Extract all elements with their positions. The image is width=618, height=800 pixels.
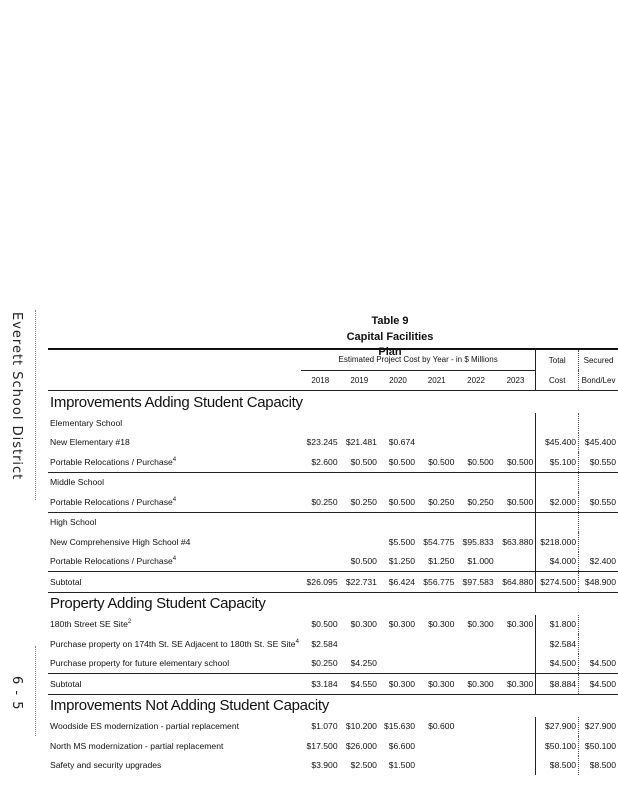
total-cost-cell	[536, 512, 579, 532]
secured-cell: $45.400	[584, 437, 616, 448]
year-value-cell	[496, 634, 536, 654]
secured-cell	[579, 634, 618, 654]
year-value-cell	[301, 472, 340, 492]
year-value-cell	[417, 654, 456, 674]
year-value-cell: $10.200	[345, 721, 377, 732]
table-row	[48, 472, 618, 492]
year-value-cell: $0.300	[456, 674, 495, 695]
year-value-cell: $4.550	[340, 674, 379, 695]
row-label-text: Portable Relocations / Purchase	[50, 456, 173, 467]
year-cell: 2019	[350, 375, 369, 385]
total-cost-cell: $1.800	[536, 615, 579, 635]
row-label	[48, 674, 301, 695]
year-value-cell	[496, 736, 536, 756]
total-cost-cell: $45.400	[536, 433, 579, 453]
year-value-cell: $0.600	[428, 721, 455, 732]
year-value-cell	[301, 413, 340, 433]
year-cell: 2022	[467, 375, 485, 385]
table-row	[48, 413, 618, 433]
year-value-cell: $0.500	[379, 452, 417, 472]
row-label	[48, 756, 301, 776]
row-label-text: New Comprehensive High School #4	[50, 536, 191, 547]
year-value-cell	[301, 532, 340, 552]
row-label-text: North MS modernization - partial replacement	[50, 740, 224, 751]
year-value-cell	[417, 433, 456, 453]
table-row	[48, 736, 618, 756]
secured-cell: $8.500	[589, 760, 616, 771]
table-row	[48, 634, 618, 654]
row-label-text: Portable Relocations / Purchase	[50, 556, 173, 567]
year-value-cell: $5.500	[388, 536, 416, 547]
total-cost-cell: $4.000	[536, 552, 579, 572]
row-label	[48, 532, 301, 552]
row-label	[48, 472, 301, 492]
year-value-cell: $0.250	[301, 492, 340, 512]
row-label-text: Middle School	[50, 477, 104, 488]
year-value-cell: $0.300	[379, 674, 417, 695]
table-row	[48, 512, 618, 532]
table-row	[48, 492, 618, 512]
row-label	[48, 512, 301, 532]
year-value-cell: $1.000	[456, 552, 495, 572]
year-value-cell: $0.300	[428, 619, 455, 630]
row-label-text: Purchase property for future elementary school	[50, 658, 230, 669]
year-value-cell: $1.250	[379, 552, 417, 572]
year-value-cell	[417, 512, 456, 532]
year-value-cell	[456, 756, 495, 776]
year-value-cell: $54.775	[423, 536, 455, 547]
table-row	[48, 756, 618, 776]
year-value-cell	[417, 472, 456, 492]
secured-cell: $4.500	[579, 674, 618, 695]
year-value-cell	[496, 472, 536, 492]
row-label-text: Subtotal	[50, 678, 82, 689]
table-row	[48, 552, 618, 572]
section-header-row	[48, 694, 618, 717]
row-label-text: Safety and security upgrades	[50, 760, 162, 771]
year-value-cell: $6.600	[388, 740, 416, 751]
year-value-cell: $3.184	[301, 674, 340, 695]
row-label-text: Subtotal	[50, 576, 82, 587]
footnote-marker: 4	[172, 456, 177, 463]
year-value-cell	[456, 512, 495, 532]
secured-cell	[579, 615, 618, 635]
table-number: Table 9	[371, 315, 409, 327]
secured-cell: $0.550	[579, 492, 618, 512]
year-value-cell: $26.095	[301, 572, 340, 593]
year-value-cell	[340, 634, 379, 654]
secured-cell: $4.500	[579, 654, 618, 674]
year-value-cell	[340, 472, 379, 492]
year-value-cell: $0.500	[340, 452, 379, 472]
year-value-cell: $0.500	[496, 452, 536, 472]
year-cell: 2023	[506, 375, 525, 385]
total-cost-cell: $8.884	[536, 674, 579, 695]
year-value-cell	[379, 654, 417, 674]
year-value-cell: $2.500	[350, 760, 377, 771]
row-label	[48, 654, 301, 674]
total-cost-cell: $4.500	[536, 654, 579, 674]
year-value-cell	[379, 472, 417, 492]
year-value-cell: $6.424	[379, 572, 417, 593]
secured-header: Bond/Lev	[581, 375, 616, 385]
year-value-cell: $0.500	[417, 452, 456, 472]
year-value-cell: $0.300	[350, 619, 377, 630]
year-value-cell: $0.500	[496, 492, 536, 512]
year-value-cell: $95.833	[462, 536, 494, 547]
row-label	[48, 634, 301, 654]
row-label	[48, 413, 301, 433]
table-row	[48, 433, 618, 453]
total-cost-cell: $27.900	[536, 717, 579, 737]
year-value-cell: $0.300	[388, 619, 416, 630]
year-value-cell: $64.880	[496, 572, 536, 593]
table-row	[48, 654, 618, 674]
year-cell: 2018	[311, 375, 330, 385]
year-value-cell: $56.775	[417, 572, 456, 593]
footnote-marker: 4	[172, 496, 177, 503]
table-title: Capital Facilities Plan	[346, 331, 434, 358]
year-value-cell	[456, 472, 495, 492]
row-label-text: 180th Street SE Site	[50, 619, 128, 630]
header-row	[48, 349, 618, 370]
secured-cell: $2.400	[579, 552, 618, 572]
secured-cell: $27.900	[584, 721, 616, 732]
year-value-cell: $0.250	[301, 654, 340, 674]
total-cost-cell	[536, 413, 579, 433]
table-row	[48, 532, 618, 552]
year-cell: 2021	[427, 375, 446, 385]
year-value-cell	[496, 654, 536, 674]
footnote-marker: 4	[295, 638, 299, 645]
year-value-cell	[496, 552, 536, 572]
year-value-cell	[456, 433, 495, 453]
total-cost-cell: $274.500	[536, 572, 579, 593]
year-value-cell: $15.630	[383, 721, 416, 732]
year-value-cell	[417, 756, 456, 776]
year-value-cell: $0.500	[340, 552, 379, 572]
year-value-cell	[456, 413, 495, 433]
year-value-cell	[340, 532, 379, 552]
year-value-cell: $2.600	[301, 452, 340, 472]
year-value-cell: $21.481	[345, 437, 377, 448]
year-value-cell	[496, 756, 536, 776]
year-value-cell	[379, 512, 417, 532]
secured-cell: $48.900	[579, 572, 618, 593]
year-value-cell	[496, 717, 536, 737]
section-title: Improvements Not Adding Student Capacity	[48, 694, 618, 717]
total-cost-cell: $5.100	[536, 452, 579, 472]
year-value-cell: $0.300	[417, 674, 456, 695]
total-cost-cell: $8.500	[536, 756, 579, 776]
secured-cell	[579, 472, 618, 492]
secured-cell: $0.550	[579, 452, 618, 472]
row-label-text: High School	[50, 517, 97, 528]
total-header: Total	[536, 349, 579, 370]
sidebar-district-name: Everett School District	[9, 312, 24, 481]
footnote-marker: 2	[127, 619, 132, 626]
footnote-marker: 4	[172, 556, 177, 563]
row-label-text: Portable Relocations / Purchase	[50, 496, 173, 507]
total-cost-cell: $50.100	[536, 736, 579, 756]
year-value-cell: $2.584	[311, 638, 338, 649]
year-value-cell	[456, 736, 495, 756]
capital-facilities-table	[48, 348, 618, 775]
year-value-cell: $63.880	[502, 536, 534, 547]
year-value-cell	[496, 433, 536, 453]
year-value-cell: $1.250	[417, 552, 456, 572]
year-value-cell: $0.300	[507, 619, 534, 630]
year-value-cell	[340, 413, 379, 433]
year-value-cell: $0.250	[456, 492, 495, 512]
total-header: Cost	[536, 370, 579, 391]
year-row	[48, 370, 618, 391]
year-cell: 2020	[389, 375, 407, 385]
row-label-text: Elementary School	[50, 417, 123, 428]
year-value-cell: $0.674	[388, 437, 416, 448]
row-label	[48, 433, 301, 453]
year-value-cell	[301, 512, 340, 532]
section-title: Improvements Adding Student Capacity	[48, 391, 618, 414]
year-value-cell: $0.500	[379, 492, 417, 512]
row-label	[48, 552, 301, 572]
year-value-cell: $1.070	[311, 721, 338, 732]
secured-cell: $50.100	[584, 740, 616, 751]
year-value-cell: $1.500	[388, 760, 416, 771]
table-row	[48, 452, 618, 472]
year-value-cell	[379, 413, 417, 433]
year-value-cell: $97.583	[456, 572, 495, 593]
total-cost-cell	[536, 472, 579, 492]
row-label	[48, 492, 301, 512]
margin-rule	[35, 310, 36, 500]
row-label	[48, 572, 301, 593]
section-header-row	[48, 592, 618, 615]
row-label	[48, 717, 301, 737]
year-value-cell	[456, 634, 495, 654]
page-number: 6 - 5	[9, 676, 24, 711]
year-value-cell	[340, 512, 379, 532]
year-value-cell: $26.000	[345, 740, 377, 751]
year-value-cell: $0.250	[417, 492, 456, 512]
year-value-cell: $17.500	[306, 740, 338, 751]
year-value-cell	[379, 634, 417, 654]
header-span: Estimated Project Cost by Year - in $ Millions	[301, 349, 536, 370]
total-cost-cell: $2.000	[536, 492, 579, 512]
margin-rule	[35, 646, 36, 736]
row-label	[48, 615, 301, 635]
table-row	[48, 615, 618, 635]
row-label-text: Woodside ES modernization - partial replacement	[50, 721, 239, 732]
secured-cell	[579, 532, 618, 552]
total-cost-cell: $2.584	[536, 634, 579, 654]
secured-cell	[579, 512, 618, 532]
year-value-cell: $0.500	[311, 619, 338, 630]
row-label-text: New Elementary #18	[50, 437, 130, 448]
year-value-cell	[496, 512, 536, 532]
row-label	[48, 452, 301, 472]
year-value-cell: $0.500	[456, 452, 495, 472]
table-row	[48, 717, 618, 737]
year-value-cell: $0.300	[496, 674, 536, 695]
year-value-cell: $4.250	[340, 654, 379, 674]
year-value-cell: $0.250	[340, 492, 379, 512]
secured-header: Secured	[579, 349, 618, 370]
year-value-cell	[417, 634, 456, 654]
year-value-cell	[301, 552, 340, 572]
section-header-row	[48, 391, 618, 414]
year-value-cell	[417, 736, 456, 756]
table-row	[48, 674, 618, 695]
year-value-cell	[456, 717, 495, 737]
table-row	[48, 572, 618, 593]
year-value-cell	[456, 654, 495, 674]
secured-cell	[579, 413, 618, 433]
year-value-cell: $0.300	[467, 619, 494, 630]
year-value-cell: $22.731	[340, 572, 379, 593]
row-label-text: Purchase property on 174th St. SE Adjacent to 180th St. SE Site	[50, 638, 296, 649]
row-label	[48, 736, 301, 756]
year-value-cell	[417, 413, 456, 433]
year-value-cell	[496, 413, 536, 433]
section-title: Property Adding Student Capacity	[48, 592, 618, 615]
year-value-cell: $23.245	[306, 437, 338, 448]
total-cost-cell: $218.000	[536, 532, 579, 552]
year-value-cell: $3.900	[311, 760, 338, 771]
